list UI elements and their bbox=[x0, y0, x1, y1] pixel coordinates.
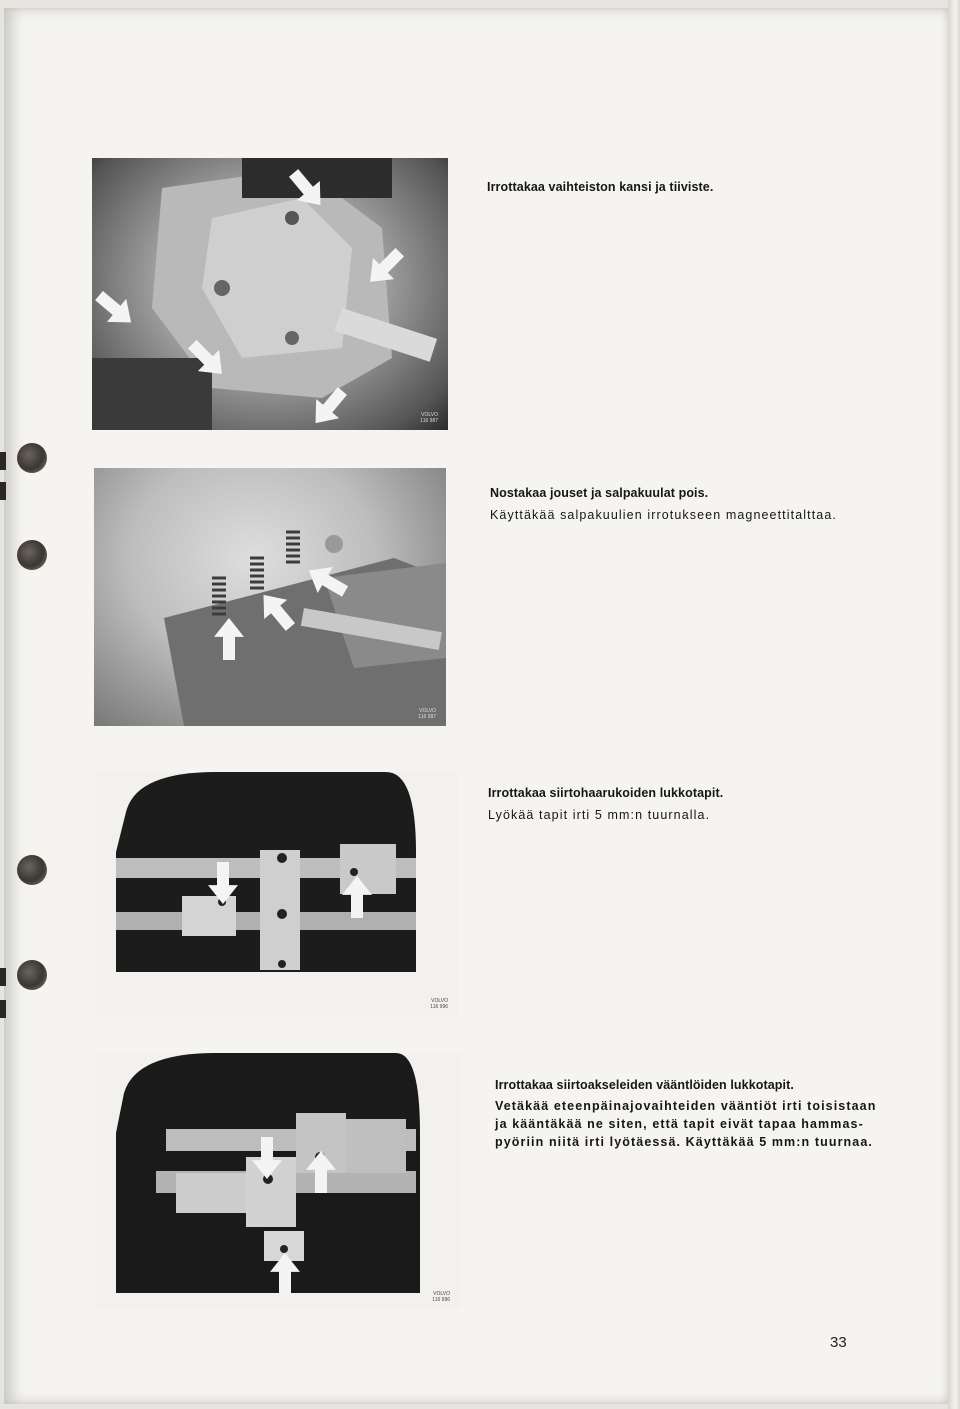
photo-code: VOLVO 116 996 bbox=[432, 1291, 450, 1303]
photo-shift-forks bbox=[96, 772, 458, 1016]
page-number: 33 bbox=[830, 1334, 847, 1351]
section-1 bbox=[487, 180, 713, 194]
photo-springs bbox=[94, 468, 446, 726]
photo-code: VOLVO 116 996 bbox=[430, 998, 448, 1010]
gearbox-cover-illustration bbox=[92, 158, 448, 430]
binder-ring bbox=[0, 968, 6, 986]
section-heading: Nostakaa jouset ja salpakuulat pois. bbox=[490, 486, 709, 500]
photo-code: VOLVO 116 987 bbox=[420, 412, 438, 424]
binder-ring bbox=[0, 482, 6, 500]
shift-forks-illustration bbox=[96, 772, 458, 1016]
binder-ring bbox=[0, 452, 6, 470]
binder-hole bbox=[17, 855, 47, 885]
binder-ring bbox=[0, 1000, 6, 1018]
section-heading: Irrottakaa vaihteiston kansi ja tiiviste. bbox=[487, 180, 714, 194]
section-body: Lyökää tapit irti 5 mm:n tuurnalla. bbox=[488, 808, 711, 822]
section-body bbox=[495, 1097, 876, 1151]
section-3 bbox=[488, 786, 723, 824]
photo-selector-shafts bbox=[96, 1053, 460, 1309]
section-body: Käyttäkää salpakuulien irrotukseen magneettitalttaa. bbox=[490, 508, 837, 522]
section-heading: Irrottakaa siirtoakseleiden vääntlöiden lukkotapit. bbox=[495, 1078, 794, 1092]
binder-hole bbox=[17, 540, 47, 570]
section-2 bbox=[490, 486, 837, 524]
body-line: ja kääntäkää ne siten, että tapit eivät tapaa hammas- bbox=[495, 1117, 864, 1131]
body-line: Vetäkää eteenpäinajovaihteiden vääntiöt irti toisistaan bbox=[495, 1099, 877, 1113]
photo-code: VOLVO 116 987 bbox=[418, 708, 436, 720]
section-heading: Irrottakaa siirtohaarukoiden lukkotapit. bbox=[488, 786, 724, 800]
section-4 bbox=[495, 1078, 876, 1151]
binder-hole bbox=[17, 960, 47, 990]
binder-hole bbox=[17, 443, 47, 473]
body-line: pyöriin niitä irti lyötäessä. Käyttäkää 5 mm:n tuurnaa. bbox=[495, 1135, 873, 1149]
page-edge bbox=[948, 0, 960, 1409]
photo-gearbox-cover bbox=[92, 158, 448, 430]
